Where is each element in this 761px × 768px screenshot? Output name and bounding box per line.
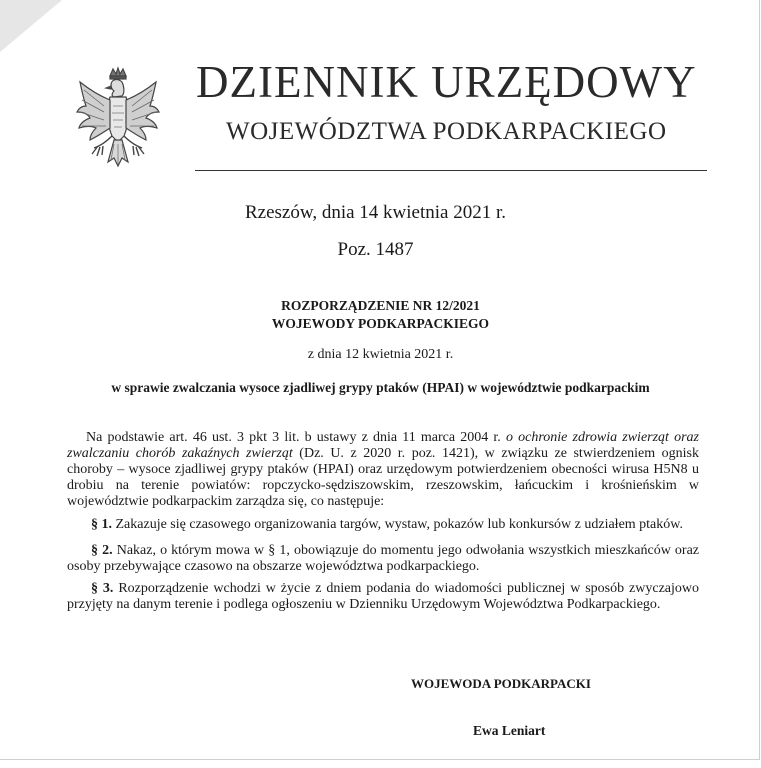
act-subject: w sprawie zwalczania wysoce zjadliwej grypy ptaków (HPAI) w województwie podkarpackim	[111, 380, 650, 395]
journal-title: DZIENNIK URZĘDOWY	[196, 57, 697, 107]
section-2-paragraph	[67, 543, 699, 575]
place-and-date: Rzeszów, dnia 14 kwietnia 2021 r.	[244, 202, 507, 223]
header-rule	[195, 170, 707, 171]
preamble-text-a: Na podstawie art. 46 ust. 3 pkt 3 lit. b ustawy z dnia 11 marca 2004 r.	[86, 430, 506, 445]
section-1-text: Zakazuje się czasowego organizowania targów, wystaw, pokazów lub konkursów z udziałem ptaków.	[112, 517, 683, 532]
act-title-line-2: WOJEWODY PODKARPACKIEGO	[271, 316, 490, 331]
section-2-number: § 2.	[91, 543, 113, 558]
section-3-paragraph	[67, 581, 699, 613]
act-name-italic: o ochronie zdrowia zwierząt oraz zwalczaniu chorób zakaźnych zwierząt	[67, 430, 699, 461]
eagle-emblem-icon	[70, 66, 166, 176]
preamble-paragraph	[67, 430, 699, 510]
act-date: z dnia 12 kwietnia 2021 r.	[307, 347, 454, 362]
section-2-text: Nakaz, o którym mowa w § 1, obowiązuje do momentu jego odwołania wszystkich mieszkańców oraz osoby przebywające czasowo na obszarze województwa podkarpackiego.	[67, 543, 699, 574]
section-3-text: Rozporządzenie wchodzi w życie z dniem podania do wiadomości publicznej w sposób zwyczajowo przyjęty na danym terenie i podlega ogłoszeniu w Dzienniku Urzędowym Województwa Podkarpackiego.	[67, 581, 699, 612]
section-3-number: § 3.	[91, 581, 114, 596]
section-1-paragraph	[67, 517, 699, 533]
signatory-role: WOJEWODA PODKARPACKI	[411, 676, 591, 691]
preamble-text-b: (Dz. U. z 2020 r. poz. 1421), w związku ze stwierdzeniem ognisk choroby – wysoce zjadliwej grypy ptaków (HPAI) oraz urzędowym potwierdzeniem obecności wirusa H5N8 u drobiu na terenie powiatów: ropczycko-sędziszowskim, rzeszowskim, łańcuckim i krośnieńskim w województwie podkarpackim zarządza się, co następuje:	[67, 446, 700, 509]
section-1-number: § 1.	[91, 517, 112, 532]
signatory-name: Ewa Leniart	[473, 723, 546, 738]
act-title-line-1: ROZPORZĄDZENIE NR 12/2021	[281, 298, 480, 313]
position-number: Poz. 1487	[337, 239, 414, 260]
act-title	[0, 297, 761, 333]
folded-corner	[0, 0, 62, 52]
journal-subtitle: WOJEWÓDZTWA PODKARPACKIEGO	[226, 118, 667, 145]
